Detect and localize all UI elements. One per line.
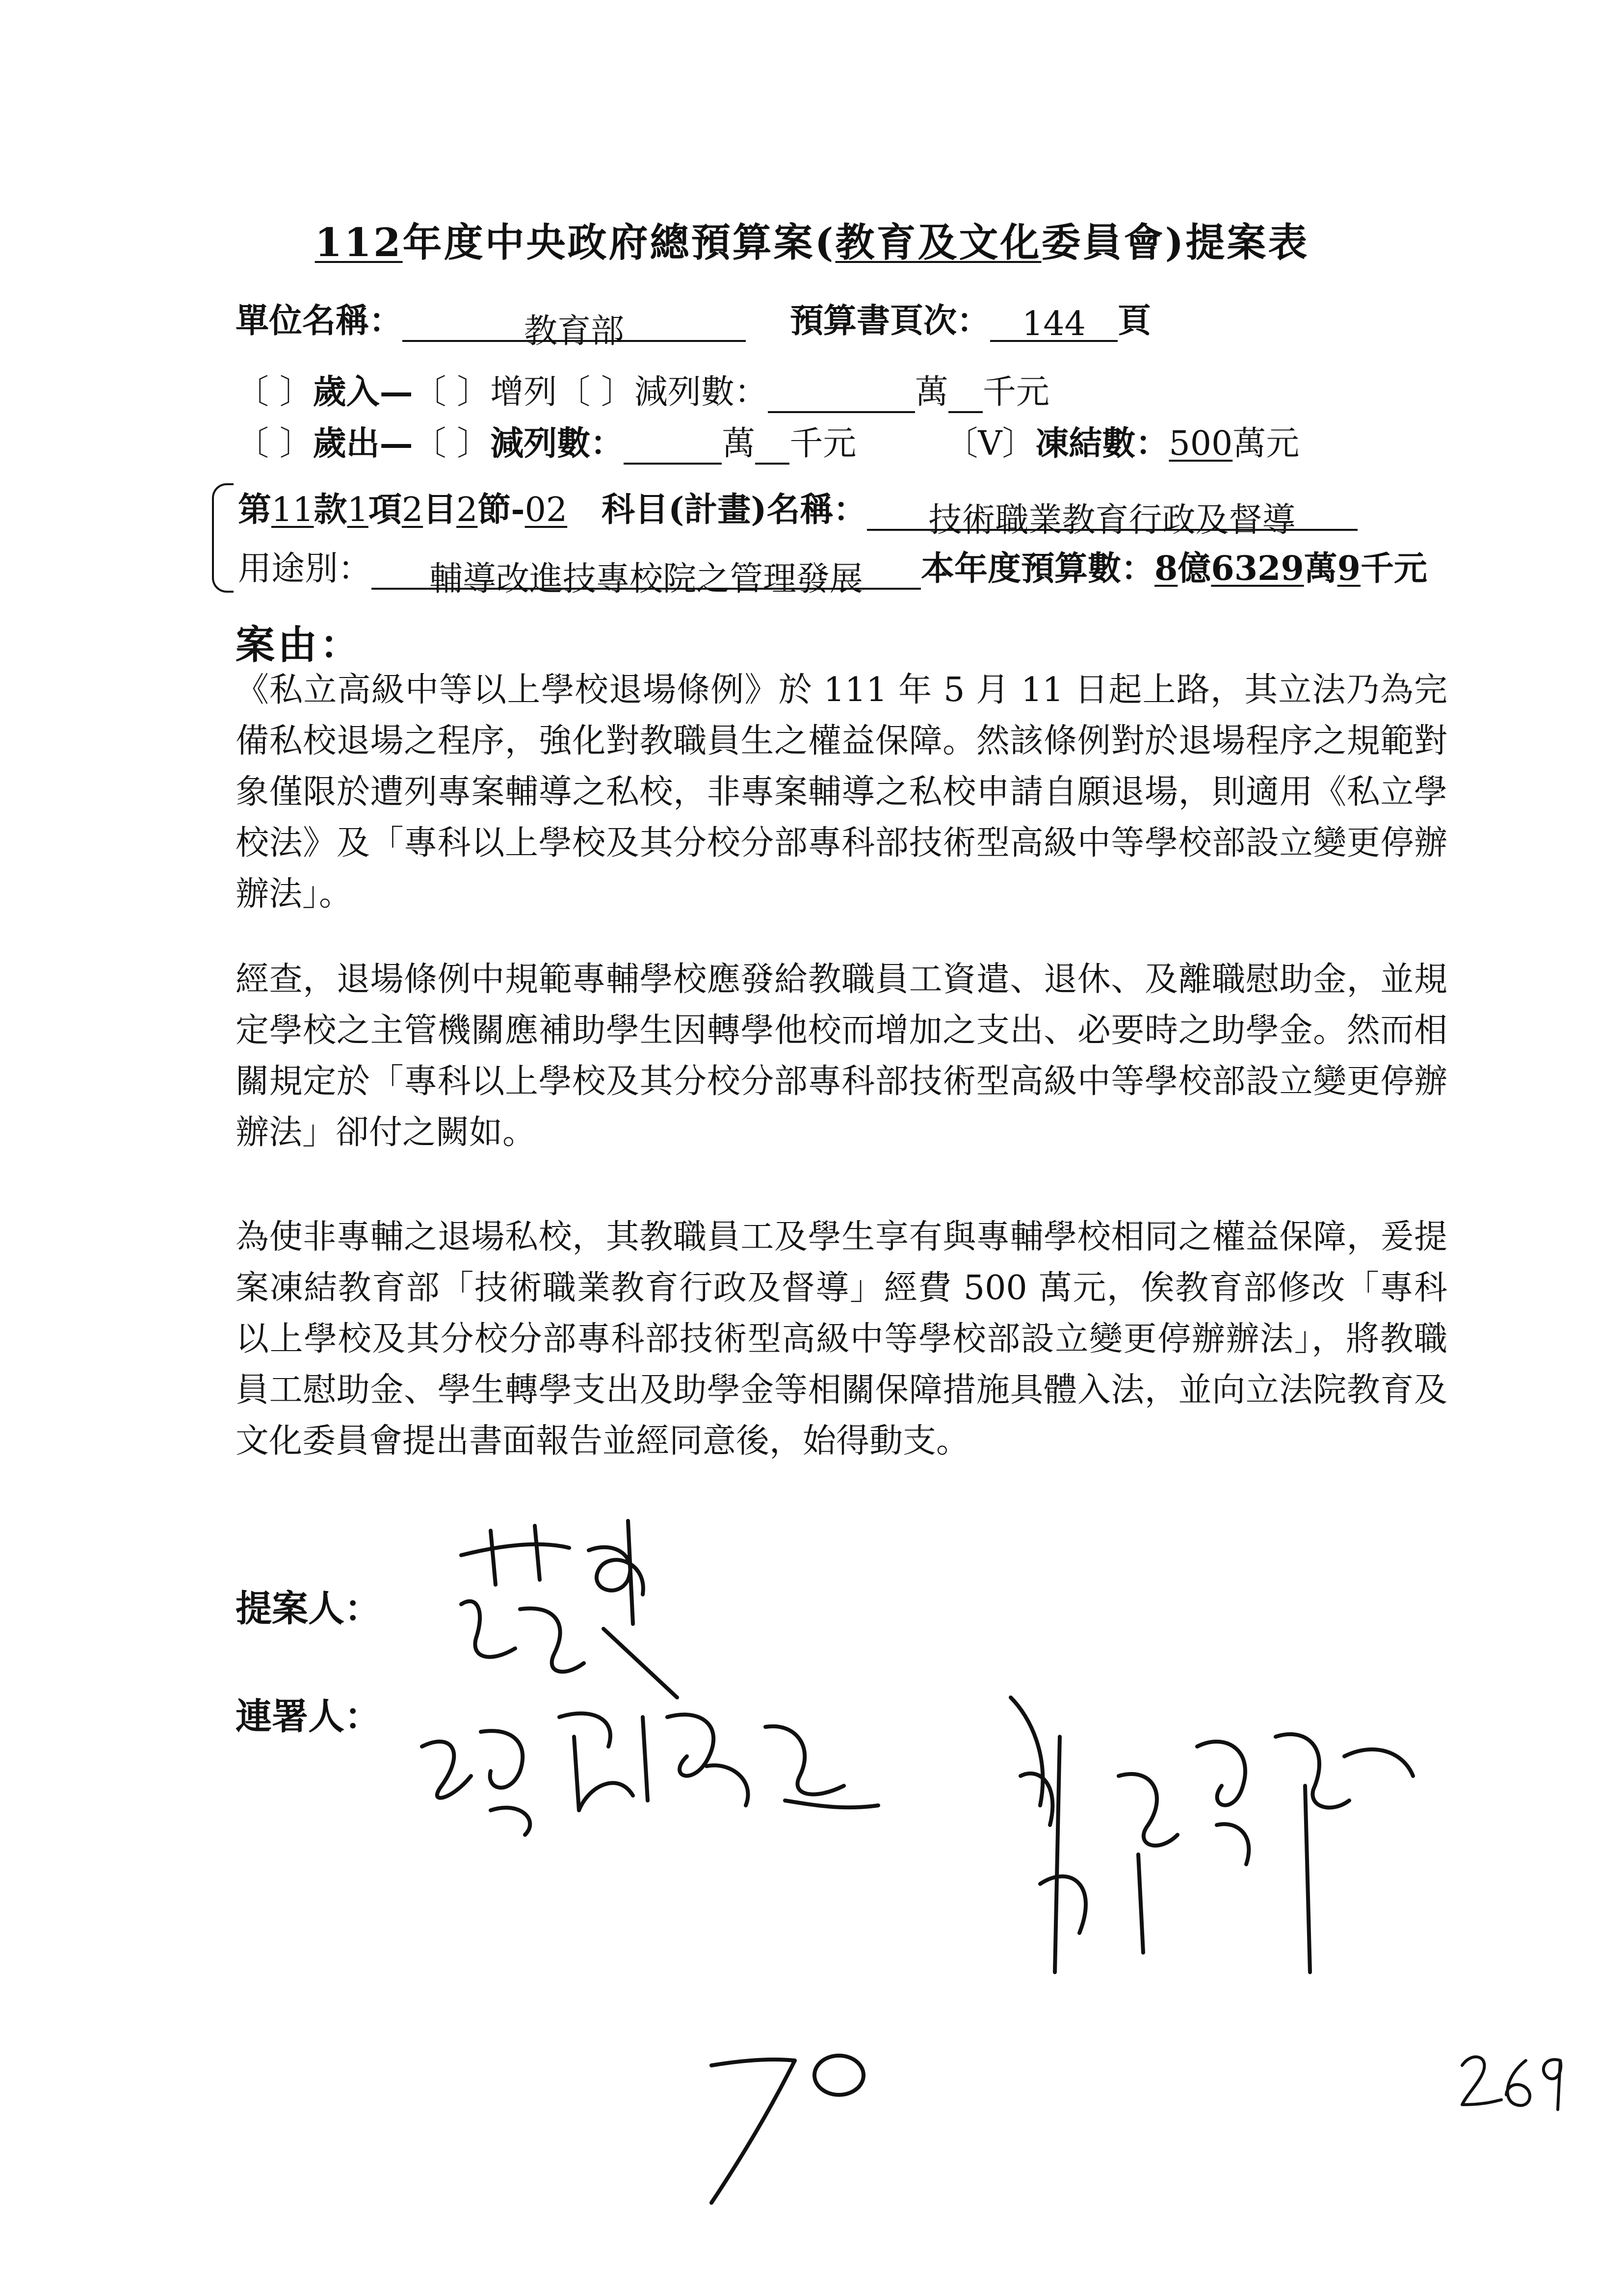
revenue-thousand: 千元 <box>982 373 1049 412</box>
title-year: 112 <box>314 219 403 265</box>
kuan-value: 11 <box>271 491 314 529</box>
mu-label: 目 <box>423 490 457 529</box>
proposer-signature <box>442 1511 697 1707</box>
page-unit: 頁 <box>1118 301 1152 340</box>
item-brace <box>212 483 234 593</box>
sub-value: 02 <box>524 491 568 529</box>
usage-row <box>238 542 1427 599</box>
handwritten-number <box>682 2031 888 2218</box>
jie-value: 2 <box>456 491 478 529</box>
budget-qian: 千元 <box>1360 549 1427 588</box>
kuan-label: 款 <box>314 490 347 529</box>
unit-label: 單位名稱： <box>236 301 403 340</box>
reason-paragraph-2: 經查，退場條例中規範專輔學校應發給教職員工資遣、退休、及離職慰助金，並規定學校之主管機關應補助學生因轉學他校而增加之支出、必要時之助學金。然而相關規定於「專科以上學校及其分校分部專科部技術型高級中等學校部設立變更停辦辦法」卻付之闕如。 <box>236 960 1447 1152</box>
reason-paragraph-1: 《私立高級中等以上學校退場條例》於 111 年 5 月 11 日起上路，其立法乃為完備私校退場之程序，強化對教職員生之權益保障。然該條例對於退場程序之規範對象僅限於遭列專案輔導之私校，非專案輔導之私校申請自願退場，則適用《私立學校法》及「專科以上學校及其分校分部專科部技術型高級中等學校部設立變更停辦辦法」。 <box>236 671 1447 913</box>
freeze-bracket: 〔V〕 <box>944 424 1036 463</box>
title-prefix: 年度中央政府總預算案( <box>402 219 836 265</box>
xiang-label: 項 <box>368 490 402 529</box>
budget-qian-value: 9 <box>1337 549 1361 588</box>
freeze-value: 500 <box>1169 424 1233 463</box>
budget-wan-value: 6329 <box>1211 549 1304 588</box>
budget-yi-value: 8 <box>1154 549 1178 588</box>
revenue-decrease: 〔 〕減列數： <box>557 373 768 412</box>
page-number-mark <box>1452 2041 1570 2119</box>
freeze-unit: 萬元 <box>1232 424 1300 463</box>
page-value: 144 <box>990 305 1118 342</box>
budget-label: 本年度預算數： <box>921 549 1155 588</box>
revenue-wan: 萬 <box>915 373 948 412</box>
cosigner-label: 連署人： <box>236 1696 381 1738</box>
usage-value: 輔導改進技專校院之管理發展 <box>371 552 921 590</box>
unit-value: 教育部 <box>402 305 746 342</box>
revenue-label: 歲入— <box>313 372 413 412</box>
revenue-increase: 〔 〕增列 <box>413 373 557 412</box>
revenue-thousand-blank <box>948 376 983 413</box>
cosigner-signature-1 <box>412 1688 893 1864</box>
freeze-label: 凍結數： <box>1035 424 1169 463</box>
mu-value: 2 <box>401 491 423 529</box>
revenue-wan-blank <box>768 376 915 413</box>
item-row <box>238 483 1358 540</box>
subject-label: 科目(計畫)名稱： <box>602 490 867 529</box>
subject-value: 技術職業教育行政及督導 <box>867 494 1358 531</box>
page-label: 預算書頁次： <box>790 301 991 340</box>
proposer-label: 提案人： <box>236 1588 381 1630</box>
budget-yi: 億 <box>1178 549 1211 588</box>
xiang-value: 1 <box>347 491 368 529</box>
reason-heading: 案由： <box>236 622 362 668</box>
cosigner-signature-2 <box>991 1678 1423 1992</box>
expenditure-thousand: 千元 <box>789 424 857 463</box>
expenditure-bracket: 〔 〕 <box>236 424 313 463</box>
expenditure-row <box>236 417 1299 465</box>
usage-label: 用途別： <box>238 549 372 588</box>
expenditure-wan: 萬 <box>722 424 756 463</box>
reason-paragraph-3: 為使非專輔之退場私校，其教職員工及學生享有與專輔學校相同之權益保障，爰提案凍結教育部「技術職業教育行政及督導」經費 500 萬元，俟教育部修改「專科以上學校及其分校分部專科部技術型高級中等學校部設立變更停辦辦法」，將教職員工慰助金、學生轉學支出及助學金等相關保障措施具體入法，並向立法院教育及文化委員會提出書面報告並經同意後，始得動支。 <box>236 1218 1447 1461</box>
revenue-row <box>236 365 1049 413</box>
form-title <box>0 211 1624 267</box>
title-suffix: 委員會)提案表 <box>1041 219 1310 265</box>
jie-label: 節- <box>477 490 525 529</box>
expenditure-wan-blank <box>624 427 722 465</box>
expenditure-decrease: 減列數： <box>490 424 624 463</box>
budget-wan: 萬 <box>1304 549 1337 588</box>
expenditure-label: 歲出— <box>313 424 413 463</box>
unit-row <box>236 294 1152 351</box>
expenditure-decrease-bracket: 〔 〕 <box>413 424 491 463</box>
item-di: 第 <box>238 490 272 529</box>
revenue-bracket: 〔 〕 <box>236 373 313 412</box>
title-committee: 教育及文化 <box>835 219 1042 265</box>
expenditure-thousand-blank <box>755 427 789 465</box>
